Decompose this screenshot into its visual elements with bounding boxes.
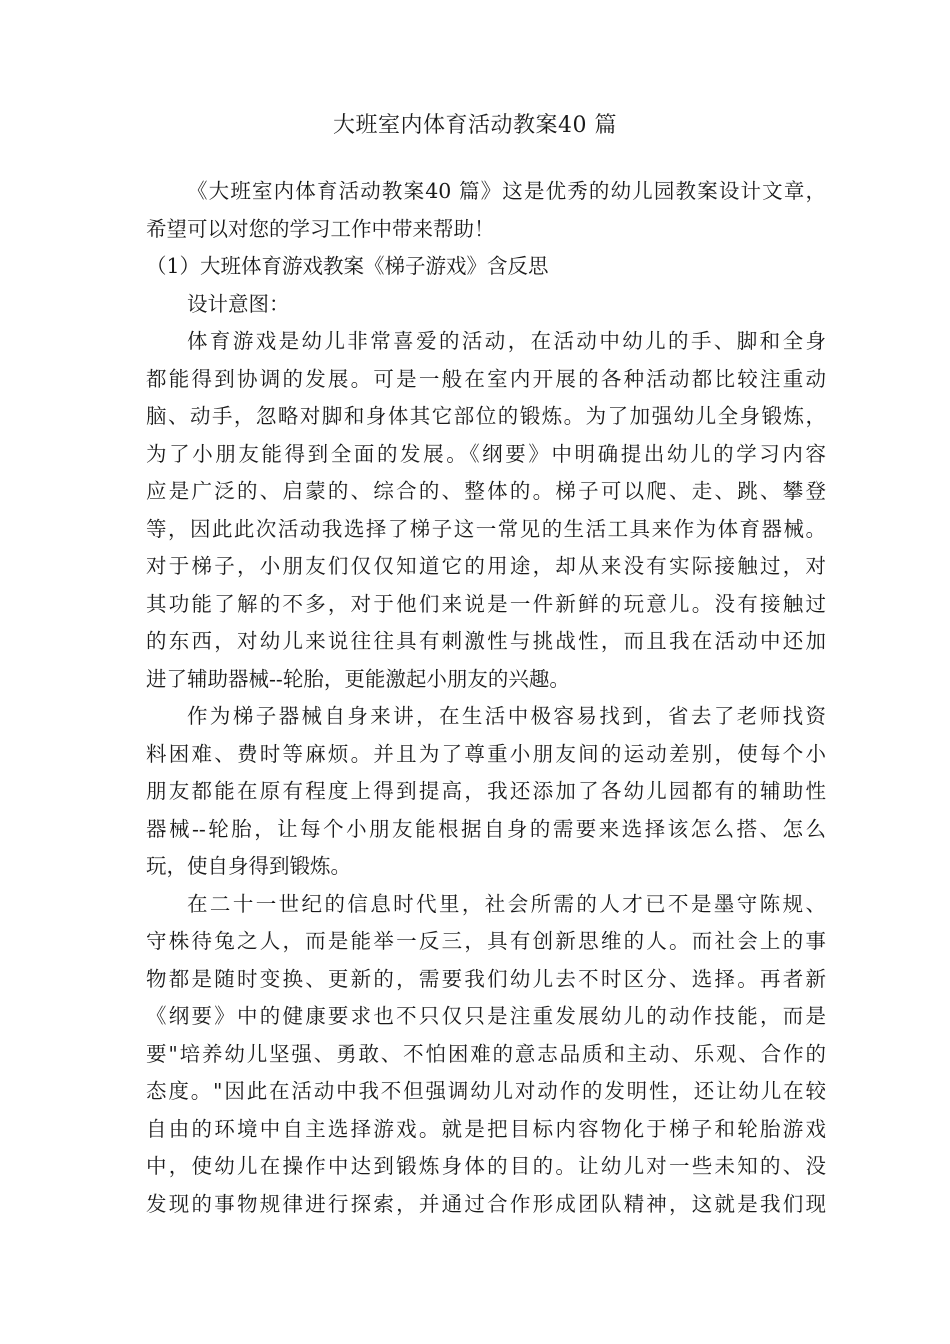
paragraph-3-line: 中，使幼儿在操作中达到锻炼身体的目的。让幼儿对一些未知的、没 <box>146 1154 826 1178</box>
paragraph-3-line: 守株待兔之人，而是能举一反三，具有创新思维的人。而社会上的事 <box>146 929 826 953</box>
paragraph-1-line: 对于梯子，小朋友们仅仅知道它的用途，却从来没有实际接触过，对 <box>146 554 826 578</box>
paragraph-2-line: 玩，使自身得到锻炼。 <box>146 854 351 878</box>
paragraph-2-line: 器械--轮胎，让每个小朋友能根据自身的需要来选择该怎么搭、怎么 <box>146 816 826 841</box>
paragraph-3-line: 物都是随时变换、更新的，需要我们幼儿去不时区分、选择。再者新 <box>146 966 826 991</box>
section-heading: （1）大班体育游戏教案《梯子游戏》含反思 <box>146 254 549 278</box>
paragraph-2-line: 料困难、费时等麻烦。并且为了尊重小朋友间的运动差别，使每个小 <box>146 741 826 766</box>
paragraph-3-line: 《纲要》中的健康要求也不只仅只是注重发展幼儿的动作技能，而是 <box>146 1004 826 1028</box>
paragraph-1-line: 脑、动手，忽略对脚和身体其它部位的锻炼。为了加强幼儿全身锻炼， <box>146 404 826 428</box>
paragraph-3-line: 态度。"因此在活动中我不但强调幼儿对动作的发明性，还让幼儿在较 <box>146 1079 826 1103</box>
document-title: 大班室内体育活动教案40 篇 <box>333 113 617 138</box>
paragraph-3-line: 发现的事物规律进行探索，并通过合作形成团队精神，这就是我们现 <box>146 1191 826 1216</box>
intro-line: 《大班室内体育活动教案40 篇》这是优秀的幼儿园教案设计文章， <box>187 179 826 203</box>
paragraph-1-line: 其功能了解的不多，对于他们来说是一件新鲜的玩意儿。没有接触过 <box>146 591 826 616</box>
paragraph-3-line: 要"培养幼儿坚强、勇敢、不怕困难的意志品质和主动、乐观、合作的 <box>146 1041 826 1066</box>
paragraph-1-line: 应是广泛的、启蒙的、综合的、整体的。梯子可以爬、走、跳、攀登 <box>146 479 826 503</box>
paragraph-3-line: 在二十一世纪的信息时代里，社会所需的人才已不是墨守陈规、 <box>187 891 826 916</box>
paragraph-1-line: 的东西，对幼儿来说往往具有刺激性与挑战性，而且我在活动中还加 <box>146 629 826 653</box>
paragraph-1-line: 都能得到协调的发展。可是一般在室内开展的各种活动都比较注重动 <box>146 366 826 391</box>
paragraph-1-line: 体育游戏是幼儿非常喜爱的活动，在活动中幼儿的手、脚和全身 <box>187 329 826 353</box>
paragraph-2-line: 朋友都能在原有程度上得到提高，我还添加了各幼儿园都有的辅助性 <box>146 779 826 803</box>
design-intent-label: 设计意图： <box>187 291 290 316</box>
paragraph-1-line: 等，因此此次活动我选择了梯子这一常见的生活工具来作为体育器械。 <box>146 516 826 541</box>
document-body <box>146 173 826 1223</box>
paragraph-2-line: 作为梯子器械自身来讲，在生活中极容易找到，省去了老师找资 <box>187 704 826 728</box>
paragraph-3-line: 自由的环境中自主选择游戏。就是把目标内容物化于梯子和轮胎游戏 <box>146 1116 826 1141</box>
paragraph-1-line: 为了小朋友能得到全面的发展。《纲要》中明确提出幼儿的学习内容 <box>146 441 826 466</box>
paragraph-1-line: 进了辅助器械--轮胎，更能激起小朋友的兴趣。 <box>146 666 570 691</box>
intro-line: 希望可以对您的学习工作中带来帮助！ <box>146 216 495 241</box>
